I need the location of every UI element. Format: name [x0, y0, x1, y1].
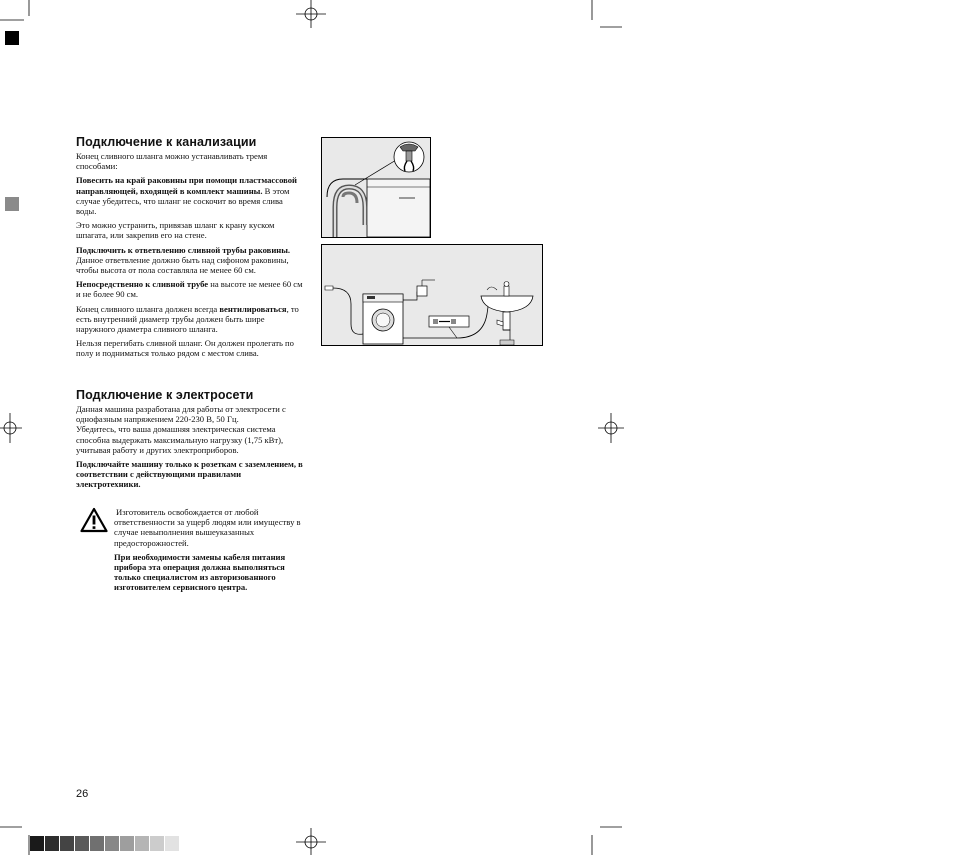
crosshair-right-icon	[598, 413, 624, 443]
electric-section-body	[76, 404, 304, 494]
warning-block	[114, 507, 310, 597]
electric-grounding: Подключайте машину только к розеткам с заземлением, в соответствии с действующими правилами электротехники.	[76, 459, 303, 490]
calibration-swatch	[90, 836, 104, 851]
drain-intro: Конец сливного шланга можно устанавливать тремя способами:	[76, 151, 268, 172]
calibration-swatch	[120, 836, 134, 851]
calibration-swatch	[75, 836, 89, 851]
calibration-swatch	[45, 836, 59, 851]
calibration-strip	[30, 836, 179, 851]
drain-tie-note: Это можно устранить, привязав шланг к крану куском шпагата, или закрепив его на стене.	[76, 220, 275, 241]
calibration-swatch	[105, 836, 119, 851]
calibration-swatch	[60, 836, 74, 851]
crosshair-bottom-icon	[296, 828, 326, 855]
installation-diagram	[321, 244, 543, 346]
drain-section-title: Подключение к канализации	[76, 135, 257, 149]
sink-hose-illustration	[321, 137, 431, 238]
electric-load: Убедитесь, что ваша домашняя электрическая система способна выдержать максимальную нагрузку (1,75 кВт), учитывая работу и других электроприборов.	[76, 424, 284, 455]
drain-option-branch: Подключить к ответвлению сливной трубы раковины. Данное ответвление должно быть над сифоном раковины, чтобы высота от пола составляла не менее 60 см.	[76, 244, 291, 276]
crosshair-top-icon	[296, 0, 326, 28]
drain-vent-note: Конец сливного шланга должен всегда вентилироваться, то есть внутренний диаметр трубы должен быть шире наружного диаметра сливного шланга.	[76, 303, 299, 335]
drain-option-direct: Непосредственно к сливной трубе на высоте не менее 60 см и не более 90 см.	[76, 279, 303, 300]
section-tab-gray	[5, 197, 19, 211]
calibration-swatch	[150, 836, 164, 851]
drain-option-sink: Повесить на край раковины при помощи пластмассовой направляющей, входящей в комплект машины. В этом случае убедитесь, что шланг не соскочит во время слива воды.	[76, 175, 297, 217]
calibration-swatch	[135, 836, 149, 851]
warning-cable-replace: При необходимости замены кабеля питания прибора эта операция должна выполняться только специалистом из авторизованного изготовителем сервисного центра.	[114, 551, 286, 593]
drain-bend-note: Нельзя перегибать сливной шланг. Он должен пролегать по полу и подниматься только рядом с местом слива.	[76, 338, 294, 359]
section-tab-black	[5, 31, 19, 45]
calibration-swatch	[165, 836, 179, 851]
electric-voltage: Данная машина разработана для работы от электросети с однофазным напряжением 220-230 В, 50 Гц.	[76, 404, 286, 425]
calibration-swatch	[30, 836, 44, 851]
page-number: 26	[76, 788, 89, 800]
crosshair-left-icon	[0, 413, 22, 443]
drain-section-body	[76, 151, 304, 363]
electric-section-title: Подключение к электросети	[76, 388, 254, 402]
warning-triangle-icon	[80, 507, 108, 533]
warning-liability: Изготовитель освобождается от любой ответственности за ущерб людям или имуществу в случае невыполнения вышеуказанных предосторожностей.	[114, 507, 301, 548]
